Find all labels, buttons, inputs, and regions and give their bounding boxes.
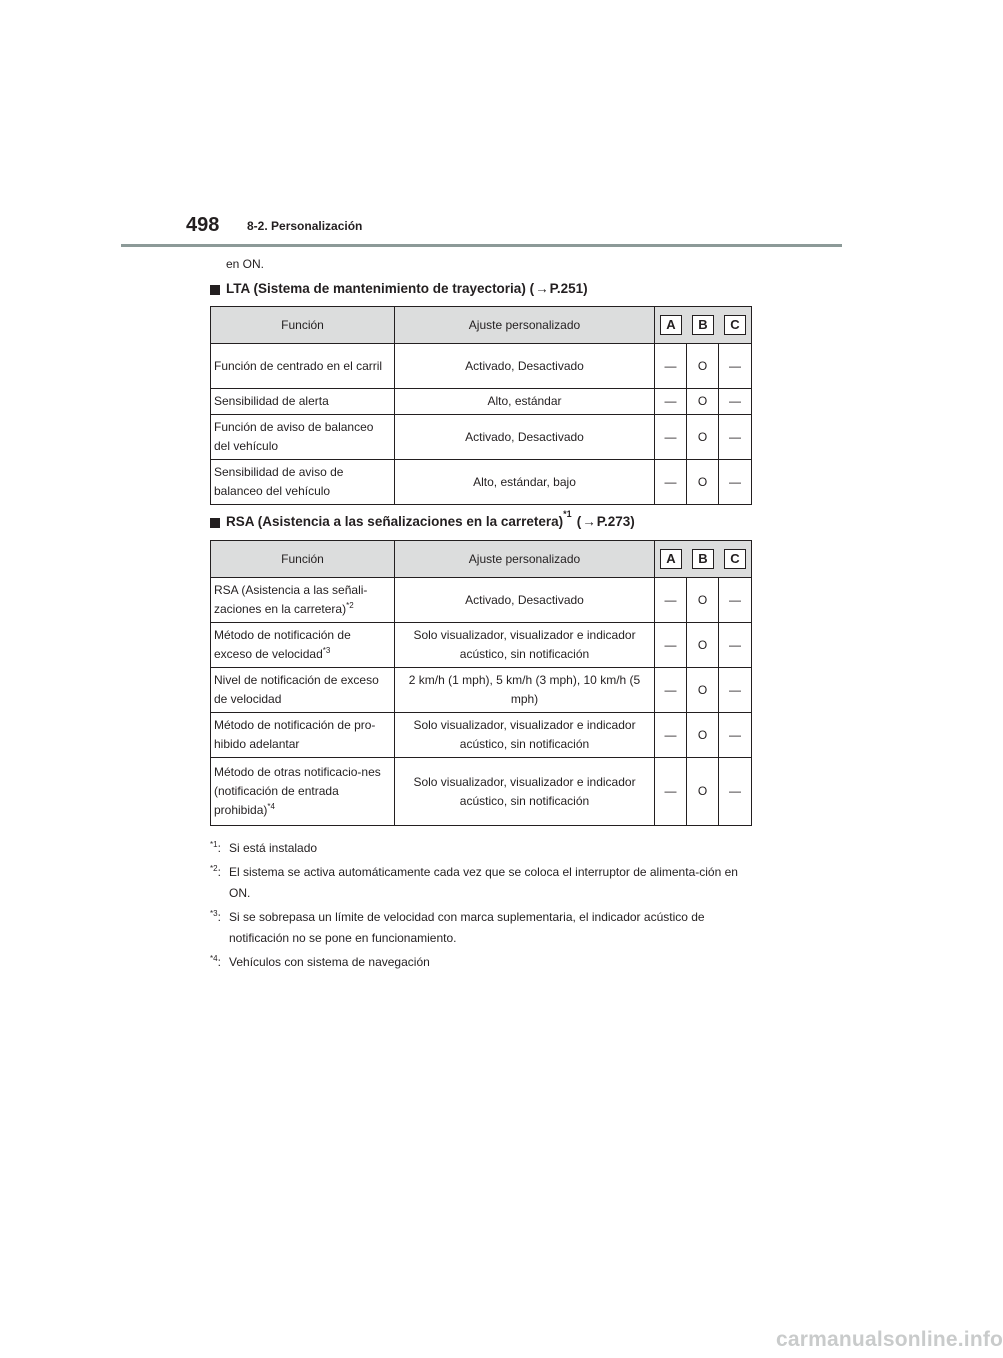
function-text: Nivel de notificación de exceso de velocidad [214, 673, 379, 706]
column-b-box: B [692, 315, 714, 335]
function-text: Método de notificación de exceso de velocidad [214, 628, 351, 661]
footnote-text: Vehículos con sistema de navegación [229, 955, 430, 969]
rsa-settings-table [210, 540, 752, 826]
mark-c-cell: — [719, 460, 752, 505]
column-b-box: B [692, 549, 714, 569]
footnote-item [210, 862, 755, 904]
column-c-box: C [724, 549, 746, 569]
column-header-function: Función [211, 541, 395, 578]
setting-cell: Activado, Desactivado [395, 415, 655, 460]
footnote-key: $^{*4}$: [210, 954, 221, 969]
table-header-row [211, 307, 752, 344]
mark-c-cell: — [719, 578, 752, 623]
function-cell: Sensibilidad de aviso de balanceo del vehículo [211, 460, 395, 505]
table-row [211, 713, 752, 758]
column-c-box: C [724, 315, 746, 335]
setting-cell: Solo visualizador, visualizador e indicador acústico, sin notificación [395, 623, 655, 668]
mark-c-cell: — [719, 713, 752, 758]
footnote-key: $^{*2}$: [210, 864, 221, 879]
footnote-text: Si se sobrepasa un límite de velocidad con marca suplementaria, el indicador acústico de notificación no se pone en funcionamiento. [229, 910, 705, 945]
bullet-square-icon [210, 285, 220, 295]
mark-b-cell: O [687, 389, 719, 415]
function-text: Método de otras notificacio-nes (notificación de entrada prohibida) [214, 765, 381, 817]
table-row [211, 668, 752, 713]
footnote-key: $^{*3}$: [210, 909, 221, 924]
setting-cell: Alto, estándar [395, 389, 655, 415]
mark-c-cell: — [719, 623, 752, 668]
lta-title-text: LTA (Sistema de mantenimiento de trayectoria) ( [226, 281, 535, 296]
function-cell: Sensibilidad de alerta [211, 389, 395, 415]
mark-a-cell: — [655, 758, 687, 826]
column-header-setting: Ajuste personalizado [395, 307, 655, 344]
setting-cell: Activado, Desactivado [395, 344, 655, 389]
function-cell [211, 713, 395, 758]
footnote-key: $^{*1}$: [210, 840, 221, 855]
mark-b-cell: O [687, 344, 719, 389]
table-row [211, 758, 752, 826]
mark-b-cell: O [687, 623, 719, 668]
setting-cell: Solo visualizador, visualizador e indicador acústico, sin notificación [395, 758, 655, 826]
mark-c-cell: — [719, 415, 752, 460]
column-a-box: A [660, 315, 682, 335]
function-cell [211, 578, 395, 623]
footnote-item [210, 838, 755, 859]
function-text: RSA (Asistencia a las señali-zaciones en la carretera) [214, 583, 368, 616]
setting-cell: 2 km/h (1 mph), 5 km/h (3 mph), 10 km/h (5 mph) [395, 668, 655, 713]
mark-c-cell: — [719, 344, 752, 389]
mark-a-cell: — [655, 344, 687, 389]
mark-b-cell: O [687, 713, 719, 758]
table-row [211, 344, 752, 389]
footnote-marker: *2 [346, 601, 354, 610]
column-header-models [655, 307, 752, 344]
continuation-text: en ON. [226, 257, 265, 271]
mark-c-cell: — [719, 389, 752, 415]
page-number: 498 [186, 214, 220, 236]
footnote-text: El sistema se activa automáticamente cada vez que se coloca el interruptor de alimenta-ción en ON. [229, 865, 738, 900]
bullet-square-icon [210, 518, 220, 528]
mark-a-cell: — [655, 668, 687, 713]
table-row [211, 415, 752, 460]
arrow-right-icon: → [582, 514, 596, 529]
setting-cell: Alto, estándar, bajo [395, 460, 655, 505]
mark-a-cell: — [655, 389, 687, 415]
lta-section-title [210, 281, 588, 296]
mark-b-cell: O [687, 758, 719, 826]
arrow-right-icon: → [535, 281, 549, 296]
column-a-box: A [660, 549, 682, 569]
footnote-text: Si está instalado [229, 841, 318, 855]
table-row [211, 578, 752, 623]
mark-a-cell: — [655, 415, 687, 460]
mark-a-cell: — [655, 623, 687, 668]
table-row [211, 460, 752, 505]
table-header-row [211, 541, 752, 578]
mark-c-cell: — [719, 668, 752, 713]
rsa-page-ref[interactable]: P.273) [596, 514, 635, 529]
function-cell [211, 668, 395, 713]
footnote-item [210, 952, 755, 973]
function-text: Método de notificación de pro-hibido adelantar [214, 718, 376, 751]
footnote-marker: *3 [322, 646, 331, 655]
mark-c-cell: — [719, 758, 752, 826]
mark-b-cell: O [687, 578, 719, 623]
footnote-marker: *4 [267, 802, 275, 811]
table-row [211, 389, 752, 415]
setting-cell: Activado, Desactivado [395, 578, 655, 623]
section-label: 8-2. Personalización [247, 219, 363, 233]
lta-page-ref[interactable]: P.251) [549, 281, 588, 296]
function-cell [211, 623, 395, 668]
rsa-title-text: RSA (Asistencia a las señalizaciones en la carretera) [226, 514, 564, 529]
footnotes [210, 838, 755, 976]
rsa-paren: ( [576, 514, 582, 529]
function-cell [211, 758, 395, 826]
rsa-section-title: RSA (Asistencia a las señalizaciones en la carretera) *1 ( → P.273) [210, 514, 635, 529]
function-cell: Función de aviso de balanceo del vehículo [211, 415, 395, 460]
table-row [211, 623, 752, 668]
setting-cell: Solo visualizador, visualizador e indicador acústico, sin notificación [395, 713, 655, 758]
mark-a-cell: — [655, 460, 687, 505]
header-rule [121, 244, 842, 247]
mark-a-cell: — [655, 578, 687, 623]
mark-b-cell: O [687, 668, 719, 713]
footnote-item [210, 907, 755, 949]
watermark: carmanualsonline.info [776, 1328, 1003, 1351]
column-header-setting: Ajuste personalizado [395, 541, 655, 578]
mark-b-cell: O [687, 415, 719, 460]
mark-b-cell: O [687, 460, 719, 505]
column-header-function: Función [211, 307, 395, 344]
lta-settings-table [210, 306, 752, 505]
function-cell: Función de centrado en el carril [211, 344, 395, 389]
column-header-models [655, 541, 752, 578]
mark-a-cell: — [655, 713, 687, 758]
